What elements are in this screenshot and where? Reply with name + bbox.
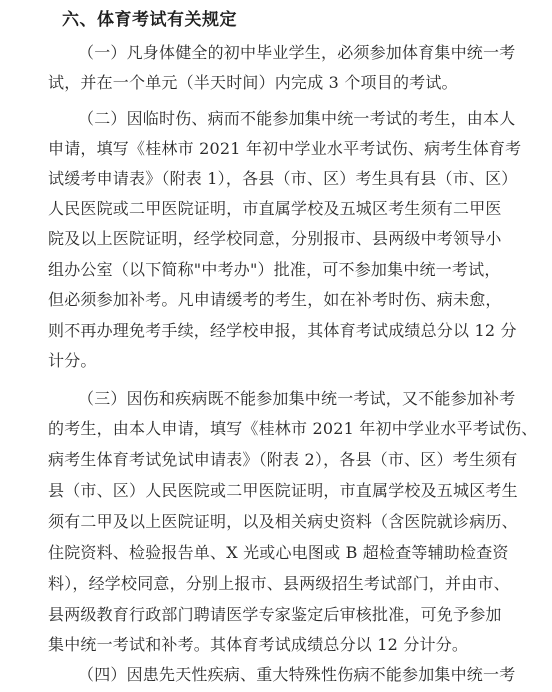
paragraph-2-line-9: 计分。: [48, 351, 97, 370]
paragraph-1-line-1: （一）凡身体健全的初中毕业学生，必须参加体育集中统一考: [78, 43, 516, 62]
paragraph-3-line-1: （三）因伤和疾病既不能参加集中统一考试，又不能参加补考: [78, 389, 516, 408]
paragraph-2-line-6: 组办公室（以下简称"中考办"）批准，可不参加集中统一考试，: [48, 260, 501, 279]
paragraph-2-line-3: 试缓考申请表》（附表 1），各县（市、区）考生具有县（市、区）: [48, 169, 518, 188]
paragraph-2-line-5: 院及以上医院证明，经学校同意，分别报市、县两级中考领导小: [48, 229, 502, 248]
paragraph-2-line-4: 人民医院或二甲医院证明，市直属学校及五城区考生须有二甲医: [48, 199, 502, 218]
paragraph-2-line-7: 但必须参加补考。凡申请缓考的考生，如在补考时伤、病未愈，: [48, 290, 502, 309]
paragraph-3-line-4: 县（市、区）人民医院或二甲医院证明，市直属学校及五城区考生: [48, 481, 518, 500]
paragraph-3-line-9: 集中统一考试和补考。其体育考试成绩总分以 12 分计分。: [48, 635, 469, 654]
paragraph-3-line-6: 住院资料、检验报告单、X 光或心电图或 B 超检查等辅助检查资: [48, 543, 509, 562]
paragraph-3-line-8: 县两级教育行政部门聘请医学专家鉴定后审核批准，可免予参加: [48, 605, 502, 624]
paragraph-4-line-1: （四）因患先天性疾病、重大特殊性伤病不能参加集中统一考: [78, 665, 516, 684]
paragraph-2-line-1: （二）因临时伤、病而不能参加集中统一考试的考生，由本人: [78, 109, 516, 128]
paragraph-3-line-5: 须有二甲及以上医院证明，以及相关病史资料（含医院就诊病历、: [48, 512, 518, 531]
paragraph-2-line-2: 申请，填写《桂林市 2021 年初中学业水平考试伤、病考生体育考: [48, 139, 522, 158]
section-heading: 六、体育考试有关规定: [62, 10, 237, 30]
paragraph-3-line-7: 料），经学校同意，分别上报市、县两级招生考试部门，并由市、: [48, 574, 510, 593]
paragraph-3-line-2: 的考生，由本人申请，填写《桂林市 2021 年初中学业水平考试伤、: [48, 419, 538, 438]
paragraph-2-line-8: 则不再办理免考手续，经学校申报，其体育考试成绩总分以 12 分: [48, 321, 517, 340]
paragraph-3-line-3: 病考生体育考试免试申请表》（附表 2），各县（市、区）考生须有: [48, 450, 518, 469]
paragraph-1-line-2: 试，并在一个单元（半天时间）内完成 3 个项目的考试。: [48, 73, 458, 92]
